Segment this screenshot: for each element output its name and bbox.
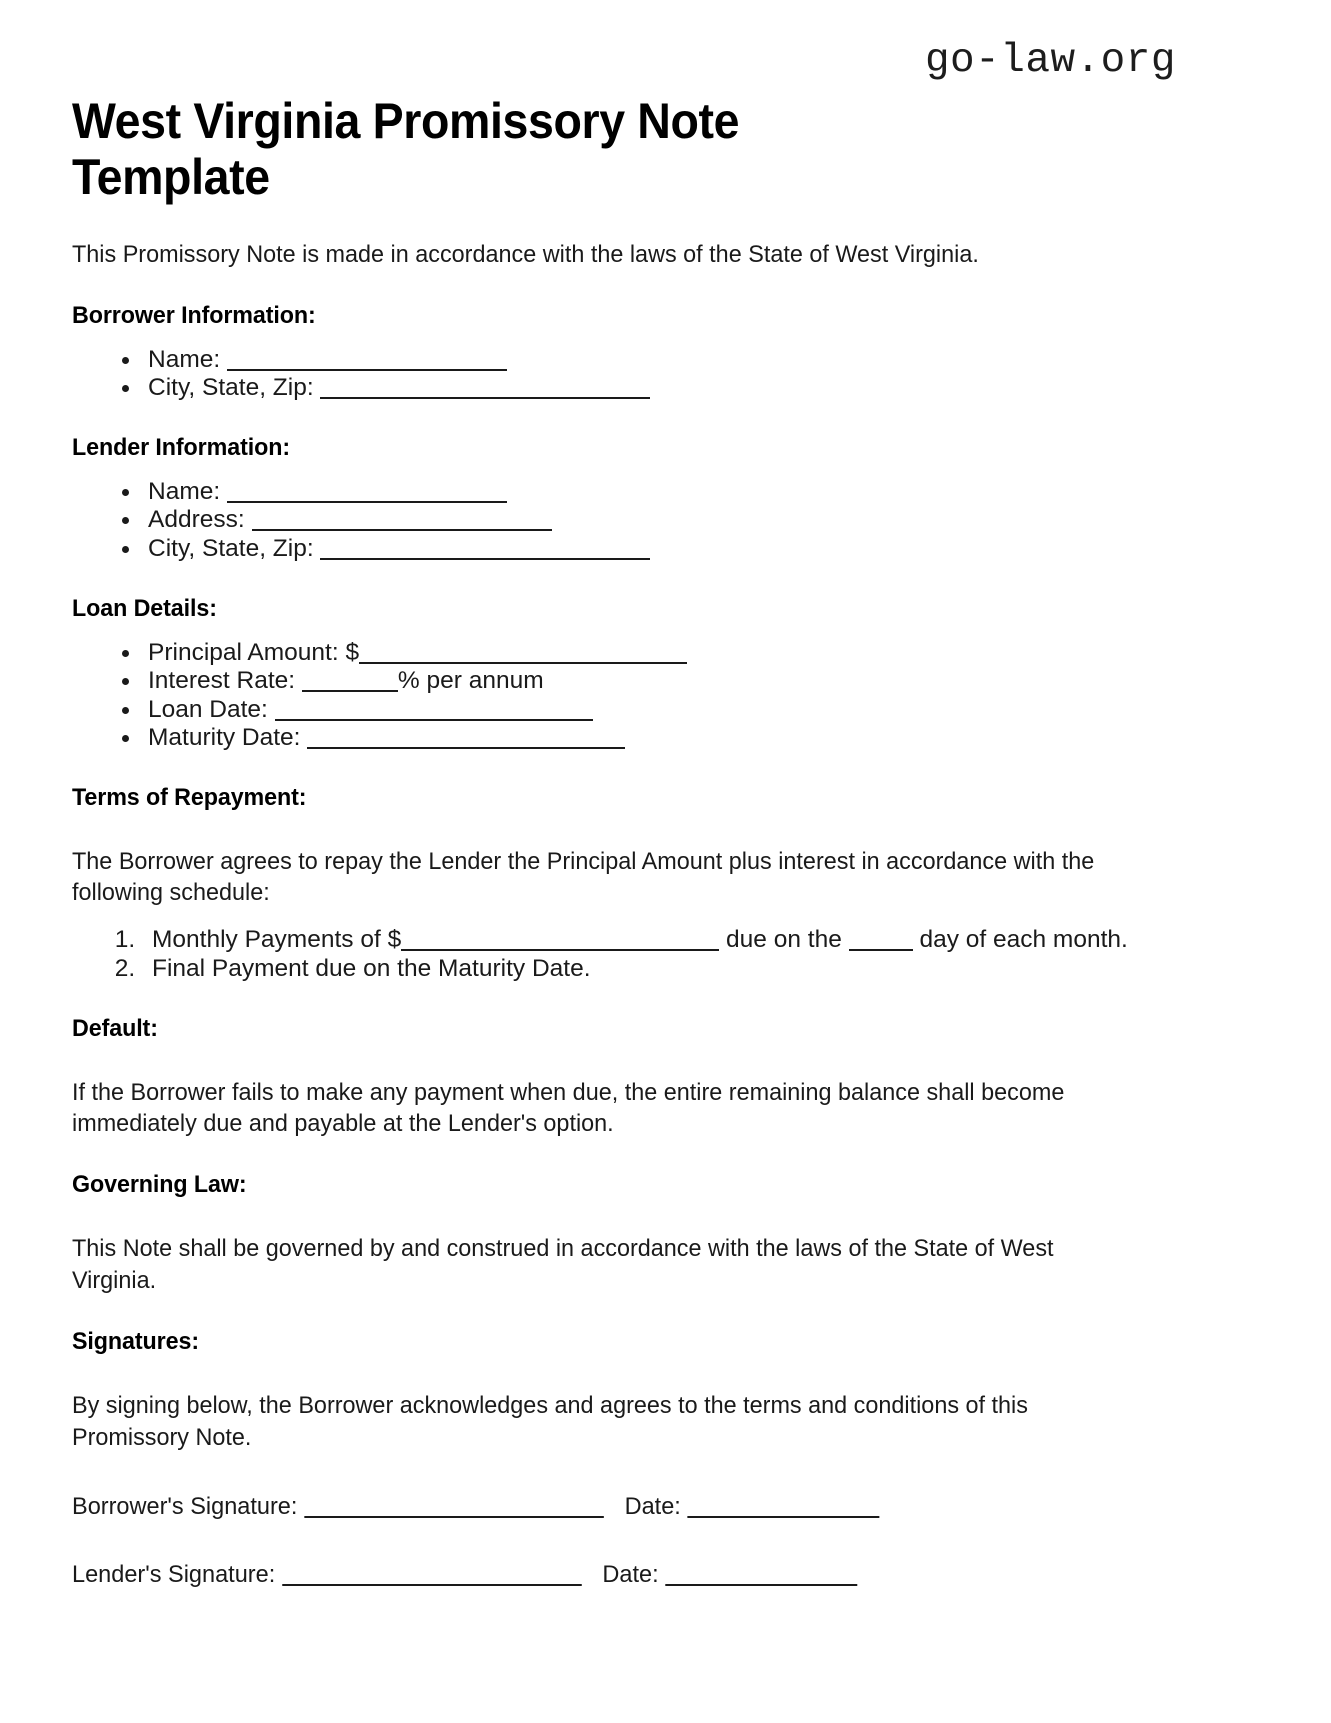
field-blank-lender-date[interactable] xyxy=(665,1566,857,1586)
list-item xyxy=(142,696,1181,725)
field-blank-maturity-date[interactable] xyxy=(307,729,625,749)
signature-label: Lender's Signature: xyxy=(72,1561,276,1589)
list-item xyxy=(142,535,1181,564)
date-label: Date: xyxy=(624,1492,681,1520)
list-item xyxy=(142,724,1181,753)
field-label: Principal Amount: $ xyxy=(148,638,360,666)
field-label: City, State, Zip: xyxy=(148,374,314,402)
governing-law-paragraph: This Note shall be governed by and construed in accordance with the laws of the State of West Virginia. xyxy=(72,1235,1054,1295)
field-blank-borrower-signature[interactable] xyxy=(304,1498,604,1518)
list-item xyxy=(142,374,1181,403)
schedule-item-prefix: Final Payment due on the Maturity Date. xyxy=(152,955,591,983)
list-item xyxy=(142,478,1181,507)
field-label: Name: xyxy=(148,345,221,373)
borrower-signature-line xyxy=(72,1492,1137,1523)
field-blank-lender-signature[interactable] xyxy=(282,1566,582,1586)
field-blank-principal-amount[interactable] xyxy=(359,644,687,664)
field-label: Maturity Date: xyxy=(148,724,301,752)
field-label: Interest Rate: xyxy=(148,667,296,695)
field-blank-lender-address[interactable] xyxy=(252,511,552,531)
field-blank-lender-name[interactable] xyxy=(227,483,507,503)
field-label: Address: xyxy=(148,506,245,534)
field-blank-due-day[interactable] xyxy=(849,931,913,951)
date-label: Date: xyxy=(602,1561,659,1589)
list-item xyxy=(142,667,1181,696)
page-title: West Virginia Promissory Note Template xyxy=(72,93,740,205)
heading-borrower-information: Borrower Information: xyxy=(72,301,316,329)
heading-signatures: Signatures: xyxy=(72,1327,200,1355)
signature-label: Borrower's Signature: xyxy=(72,1492,298,1520)
heading-loan-details: Loan Details: xyxy=(72,594,217,622)
field-blank-interest-rate[interactable] xyxy=(302,672,398,692)
loan-details-list xyxy=(72,639,1181,753)
field-blank-borrower-city-state-zip[interactable] xyxy=(320,379,650,399)
field-blank-borrower-name[interactable] xyxy=(227,351,507,371)
heading-governing-law: Governing Law: xyxy=(72,1171,247,1199)
list-item xyxy=(142,925,1181,954)
schedule-item-prefix: Monthly Payments of $ xyxy=(152,926,402,954)
list-item xyxy=(142,346,1181,375)
field-blank-loan-date[interactable] xyxy=(275,701,593,721)
intro-paragraph: This Promissory Note is made in accordance with the laws of the State of West Virginia. xyxy=(72,241,979,268)
field-label: Name: xyxy=(148,477,221,505)
field-label: Loan Date: xyxy=(148,695,268,723)
field-blank-monthly-payment-amount[interactable] xyxy=(401,931,719,951)
list-item xyxy=(142,954,1181,983)
heading-default: Default: xyxy=(72,1014,158,1042)
borrower-information-list xyxy=(72,346,1181,403)
terms-of-repayment-intro: The Borrower agrees to repay the Lender the Principal Amount plus interest in accordance with the following schedule: xyxy=(72,847,1095,907)
heading-terms-of-repayment: Terms of Repayment: xyxy=(72,783,307,811)
field-blank-borrower-date[interactable] xyxy=(687,1498,879,1518)
field-label: City, State, Zip: xyxy=(148,534,314,562)
field-blank-lender-city-state-zip[interactable] xyxy=(320,540,650,560)
list-item xyxy=(142,506,1181,535)
heading-lender-information: Lender Information: xyxy=(72,433,291,461)
schedule-item-suffix: day of each month. xyxy=(919,926,1128,954)
schedule-item-middle: due on the xyxy=(726,926,842,954)
repayment-schedule-list xyxy=(72,925,1181,983)
lender-information-list xyxy=(72,478,1181,564)
default-paragraph: If the Borrower fails to make any payment when due, the entire remaining balance shall become immediately due and payable at the Lender's option. xyxy=(72,1078,1065,1138)
field-suffix: % per annum xyxy=(397,667,544,695)
signatures-paragraph: By signing below, the Borrower acknowledges and agrees to the terms and conditions of this Promissory Note. xyxy=(72,1391,1028,1451)
lender-signature-line xyxy=(72,1560,1137,1591)
site-brand-logo: go-law.org xyxy=(924,38,1176,84)
list-item xyxy=(142,639,1181,668)
